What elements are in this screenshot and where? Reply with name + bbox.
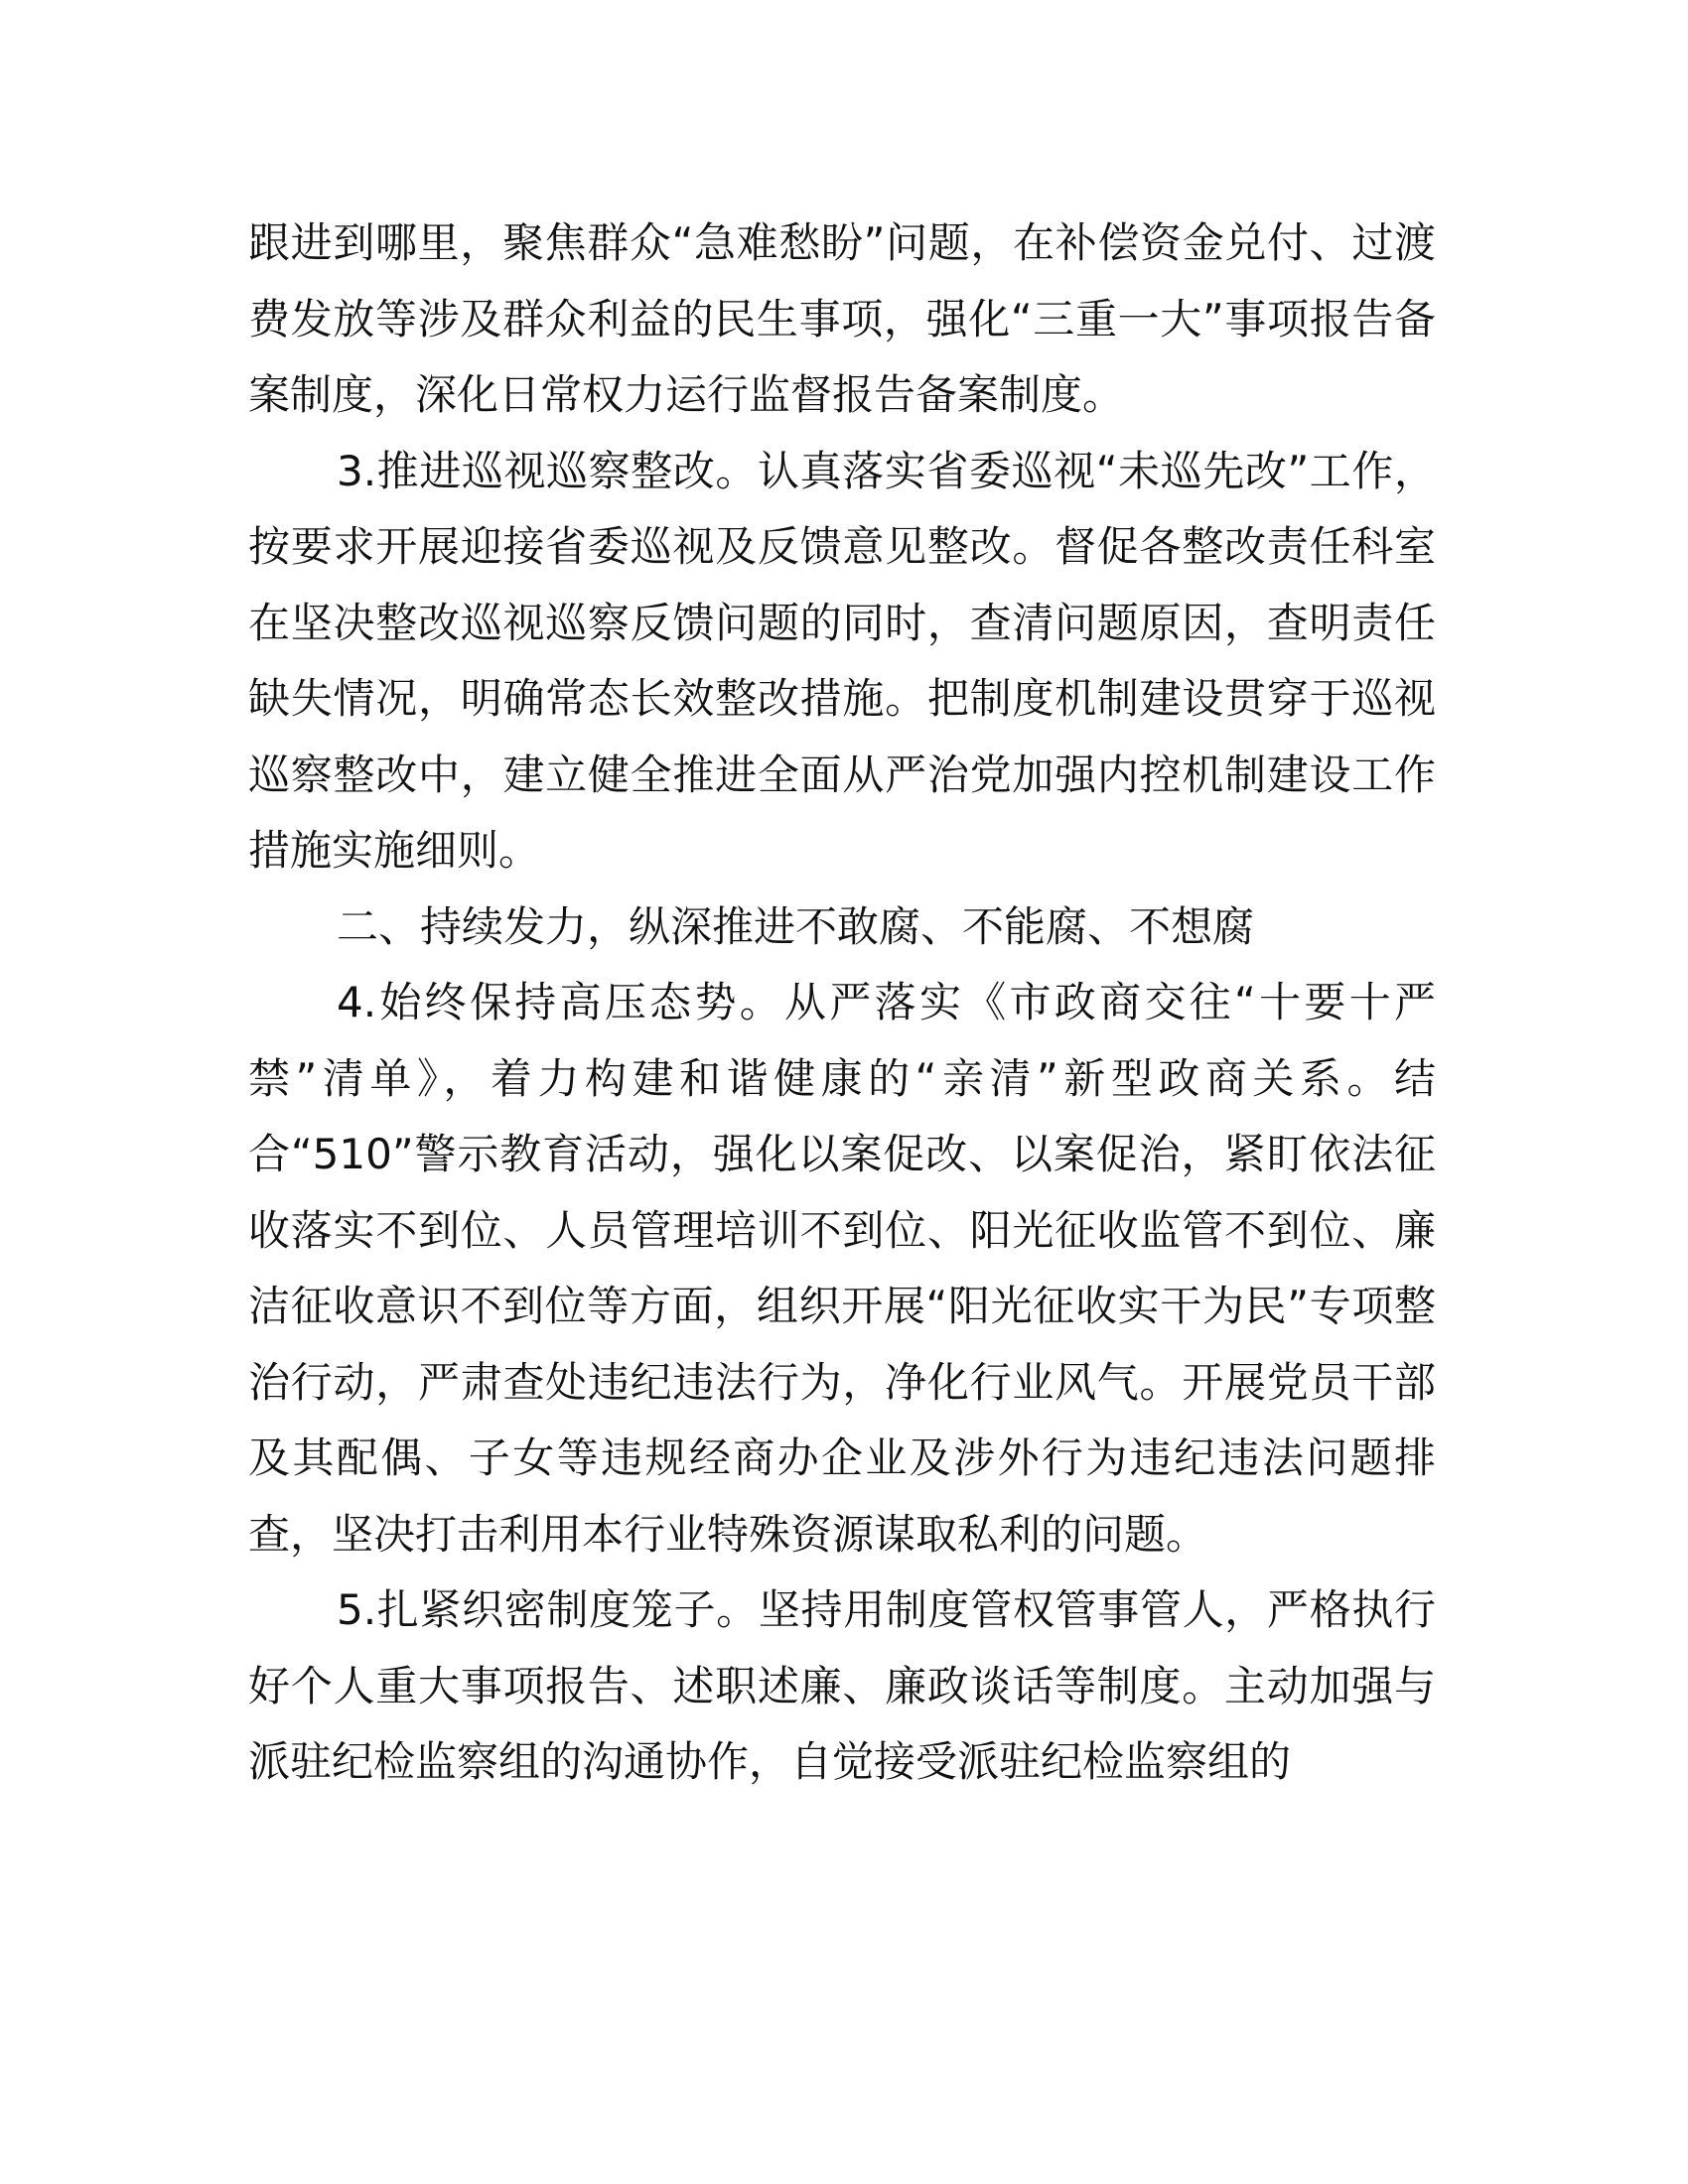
paragraph-continuation: 跟进到哪里，聚焦群众“急难愁盼”问题，在补偿资金兑付、过渡费发放等涉及群众利益的民生事项，强化“三重一大”事项报告备案制度，深化日常权力运行监督报告备案制度。 [248, 218, 1436, 419]
paragraph-item-4: 4.始终保持高压态势。从严落实《市政商交往“十要十严禁”清单》，着力构建和谐健康的“亲清”新型政商关系。结合“510”警示教育活动，强化以案促改、以案促治，紧盯依法征收落实不到位、人员管理培训不到位、阳光征收监管不到位、廉洁征收意识不到位等方面，组织开展“阳光征收实干为民”专项整治行动，严肃查处违纪违法行为，净化行业风气。开展党员干部及其配偶、子女等违规经商办企业及涉外行为违纪违法问题排查，坚决打击利用本行业特殊资源谋取私利的问题。 [248, 978, 1436, 1559]
paragraph-item-3: 3.推进巡视巡察整改。认真落实省委巡视“未巡先改”工作，按要求开展迎接省委巡视及反馈意见整改。督促各整改责任科室在坚决整改巡视巡察反馈问题的同时，查清问题原因，查明责任缺失情况，明确常态长效整改措施。把制度机制建设贯穿于巡视巡察整改中，建立健全推进全面从严治党加强内控机制建设工作措施实施细则。 [248, 446, 1436, 875]
document-body [248, 205, 1436, 1801]
paragraph-item-5: 5.扎紧织密制度笼子。坚持用制度管权管事管人，严格执行好个人重大事项报告、述职述廉、廉政谈话等制度。主动加强与派驻纪检监察组的沟通协作，自觉接受派驻纪检监察组的 [248, 1585, 1436, 1786]
section-heading-2: 二、持续发力，纵深推进不敢腐、不能腐、不想腐 [337, 901, 1255, 951]
